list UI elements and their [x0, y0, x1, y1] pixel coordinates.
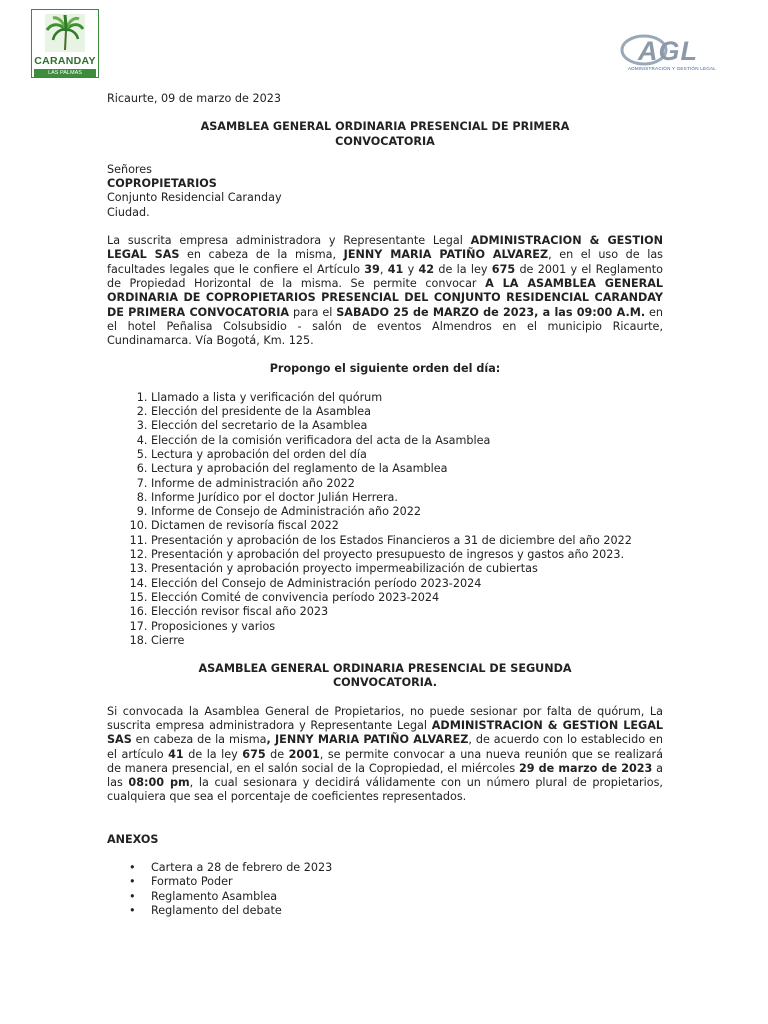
- second-call-title-line2: CONVOCATORIA.: [332, 676, 438, 690]
- city: Ciudad.: [107, 205, 150, 219]
- para1-text-run: A LA ASAMBLEA GENERAL ORDINARIA DE COPROPIETARIOS PRESENCIAL DEL CONJUNTO RESIDENCIAL CARANDAY DE PRIMERA CONVOCATORIA: [107, 276, 663, 319]
- agenda-item: 10. Dictamen de revisoría fiscal 2022: [151, 519, 663, 533]
- para2-text-run: , se permite convocar a una nueva reunión que se realizará de manera presencial, en el salón social de la Copropiedad, el miércoles: [107, 747, 663, 775]
- para1-text-run: 675: [491, 262, 516, 276]
- para1-text-run: de 2001 y el Reglamento de Propiedad Horizontal de la misma. Se permite convocar: [107, 262, 663, 290]
- para1-text-run: y: [403, 262, 419, 276]
- para2-text-run: , de acuerdo con lo establecido en el artículo: [107, 733, 663, 761]
- agenda-item: 5. Lectura y aprobación del orden del día: [151, 448, 663, 462]
- agenda-heading: Propongo el siguiente orden del día:: [269, 362, 501, 376]
- para2-text-run: de la ley: [183, 747, 243, 761]
- para2-text-run: , JENNY MARIA PATIÑO ALVAREZ: [266, 733, 469, 747]
- palm-tree-icon: [45, 14, 85, 52]
- para1-text-run: JENNY MARIA PATIÑO ALVAREZ: [343, 248, 549, 262]
- agl-logo: [620, 33, 724, 73]
- recipient: COPROPIETARIOS: [107, 177, 217, 191]
- letter-body: [107, 92, 663, 918]
- agenda-item: 6. Lectura y aprobación del reglamento de la Asamblea: [151, 462, 663, 476]
- complex-name: Conjunto Residencial Caranday: [107, 191, 282, 205]
- para1-text-run: ADMINISTRACION & GESTION LEGAL SAS: [107, 234, 663, 262]
- logo-agl-text: AGL: [638, 36, 698, 66]
- para2-text-run: Si convocada la Asamblea General de Propietarios, no puede sesionar por falta de quórum, La suscrita empresa administradora y Representante Legal: [107, 704, 663, 732]
- agenda-item: 8. Informe Jurídico por el doctor Julián Herrera.: [151, 491, 663, 505]
- agenda-list: [107, 391, 663, 648]
- para2-text-run: a las: [107, 761, 664, 790]
- annex-item: • Reglamento Asamblea: [151, 890, 663, 904]
- agenda-item: 18. Cierre: [151, 634, 663, 648]
- para2-text-run: 41: [168, 747, 184, 761]
- agenda-item: 13. Presentación y aprobación proyecto impermeabilización de cubiertas: [151, 562, 663, 576]
- para2-text-run: 29 de marzo de 2023: [518, 761, 653, 775]
- logo-tagline: ADMINISTRACIÓN Y GESTIÓN LEGAL: [627, 66, 717, 71]
- agenda-item: 3. Elección del secretario de la Asamblea: [151, 419, 663, 433]
- first-call-title-line2: CONVOCATORIA: [335, 134, 435, 148]
- para1-text-run: en el hotel Peñalisa Colsubsidio - salón de eventos Almendros en el municipio Ricaurte, Cundinamarca. Vía Bogotá, Km. 125.: [107, 305, 663, 348]
- logo-name: CARANDAY: [34, 55, 96, 67]
- para1-text-run: para el: [289, 305, 337, 319]
- salutation: Señores: [107, 162, 152, 176]
- agenda-item: 1. Llamado a lista y verificación del quórum: [151, 391, 663, 405]
- logo-subtitle: LAS PALMAS: [34, 69, 96, 77]
- para2-text-run: de: [265, 747, 289, 761]
- agenda-item: 2. Elección del presidente de la Asamblea: [151, 405, 663, 419]
- para1-text-run: 41: [387, 262, 404, 276]
- annex-item: • Formato Poder: [151, 875, 663, 889]
- agenda-item: 14. Elección del Consejo de Administración período 2023-2024: [151, 577, 663, 591]
- para2-text-run: 08:00 pm: [128, 776, 190, 790]
- para1-text-run: La suscrita empresa administradora y Representante Legal: [107, 234, 471, 248]
- para1-text-run: de la ley: [434, 262, 492, 276]
- agenda-item: 17. Proposiciones y varios: [151, 620, 663, 634]
- agenda-item: 12. Presentación y aprobación del proyecto presupuesto de ingresos y gastos año 2023.: [151, 548, 663, 562]
- agenda-item: 9. Informe de Consejo de Administración año 2022: [151, 505, 663, 519]
- para2-text-run: , la cual sesionara y decidirá válidamente con un número plural de propietarios, cualquiera que sea el porcentaje de coeficientes representados.: [107, 776, 663, 804]
- annex-item: • Reglamento del debate: [151, 904, 663, 918]
- agl-wordmark-icon: [620, 33, 724, 67]
- agenda-item: 11. Presentación y aprobación de los Estados Financieros a 31 de diciembre del año 2022: [151, 534, 663, 548]
- annex-list: [107, 861, 663, 918]
- date-line: Ricaurte, 09 de marzo de 2023: [107, 92, 281, 105]
- caranday-logo: [31, 9, 99, 78]
- para2-text-run: en cabeza de la misma: [131, 733, 267, 747]
- para2-text-run: 2001: [288, 747, 320, 761]
- annex-heading: ANEXOS: [107, 832, 159, 846]
- para1-text-run: 39: [364, 262, 380, 276]
- agenda-item: 15. Elección Comité de convivencia período 2023-2024: [151, 591, 663, 605]
- agenda-item: 4. Elección de la comisión verificadora del acta de la Asamblea: [151, 434, 663, 448]
- para1-text-run: 42: [418, 262, 435, 276]
- annex-item: • Cartera a 28 de febrero de 2023: [151, 861, 663, 875]
- second-call-title-line1: ASAMBLEA GENERAL ORDINARIA PRESENCIAL DE SEGUNDA: [198, 662, 572, 676]
- para2-text-run: ADMINISTRACION & GESTION LEGAL SAS: [107, 718, 663, 747]
- para1-text-run: SABADO 25 de MARZO de 2023, a las 09:00 A.M.: [336, 305, 646, 319]
- second-call-paragraph: [107, 705, 663, 805]
- agenda-item: 7. Informe de administración año 2022: [151, 477, 663, 491]
- para1-text-run: , en el uso de las facultades legales que le confiere el Artículo: [107, 248, 664, 276]
- agenda-item: 16. Elección revisor fiscal año 2023: [151, 605, 663, 619]
- first-call-title-line1: ASAMBLEA GENERAL ORDINARIA PRESENCIAL DE PRIMERA: [200, 120, 570, 134]
- first-call-paragraph: [107, 234, 663, 348]
- para1-text-run: ,: [379, 262, 388, 276]
- para1-text-run: en cabeza de la misma,: [179, 248, 344, 262]
- para2-text-run: 675: [242, 747, 266, 761]
